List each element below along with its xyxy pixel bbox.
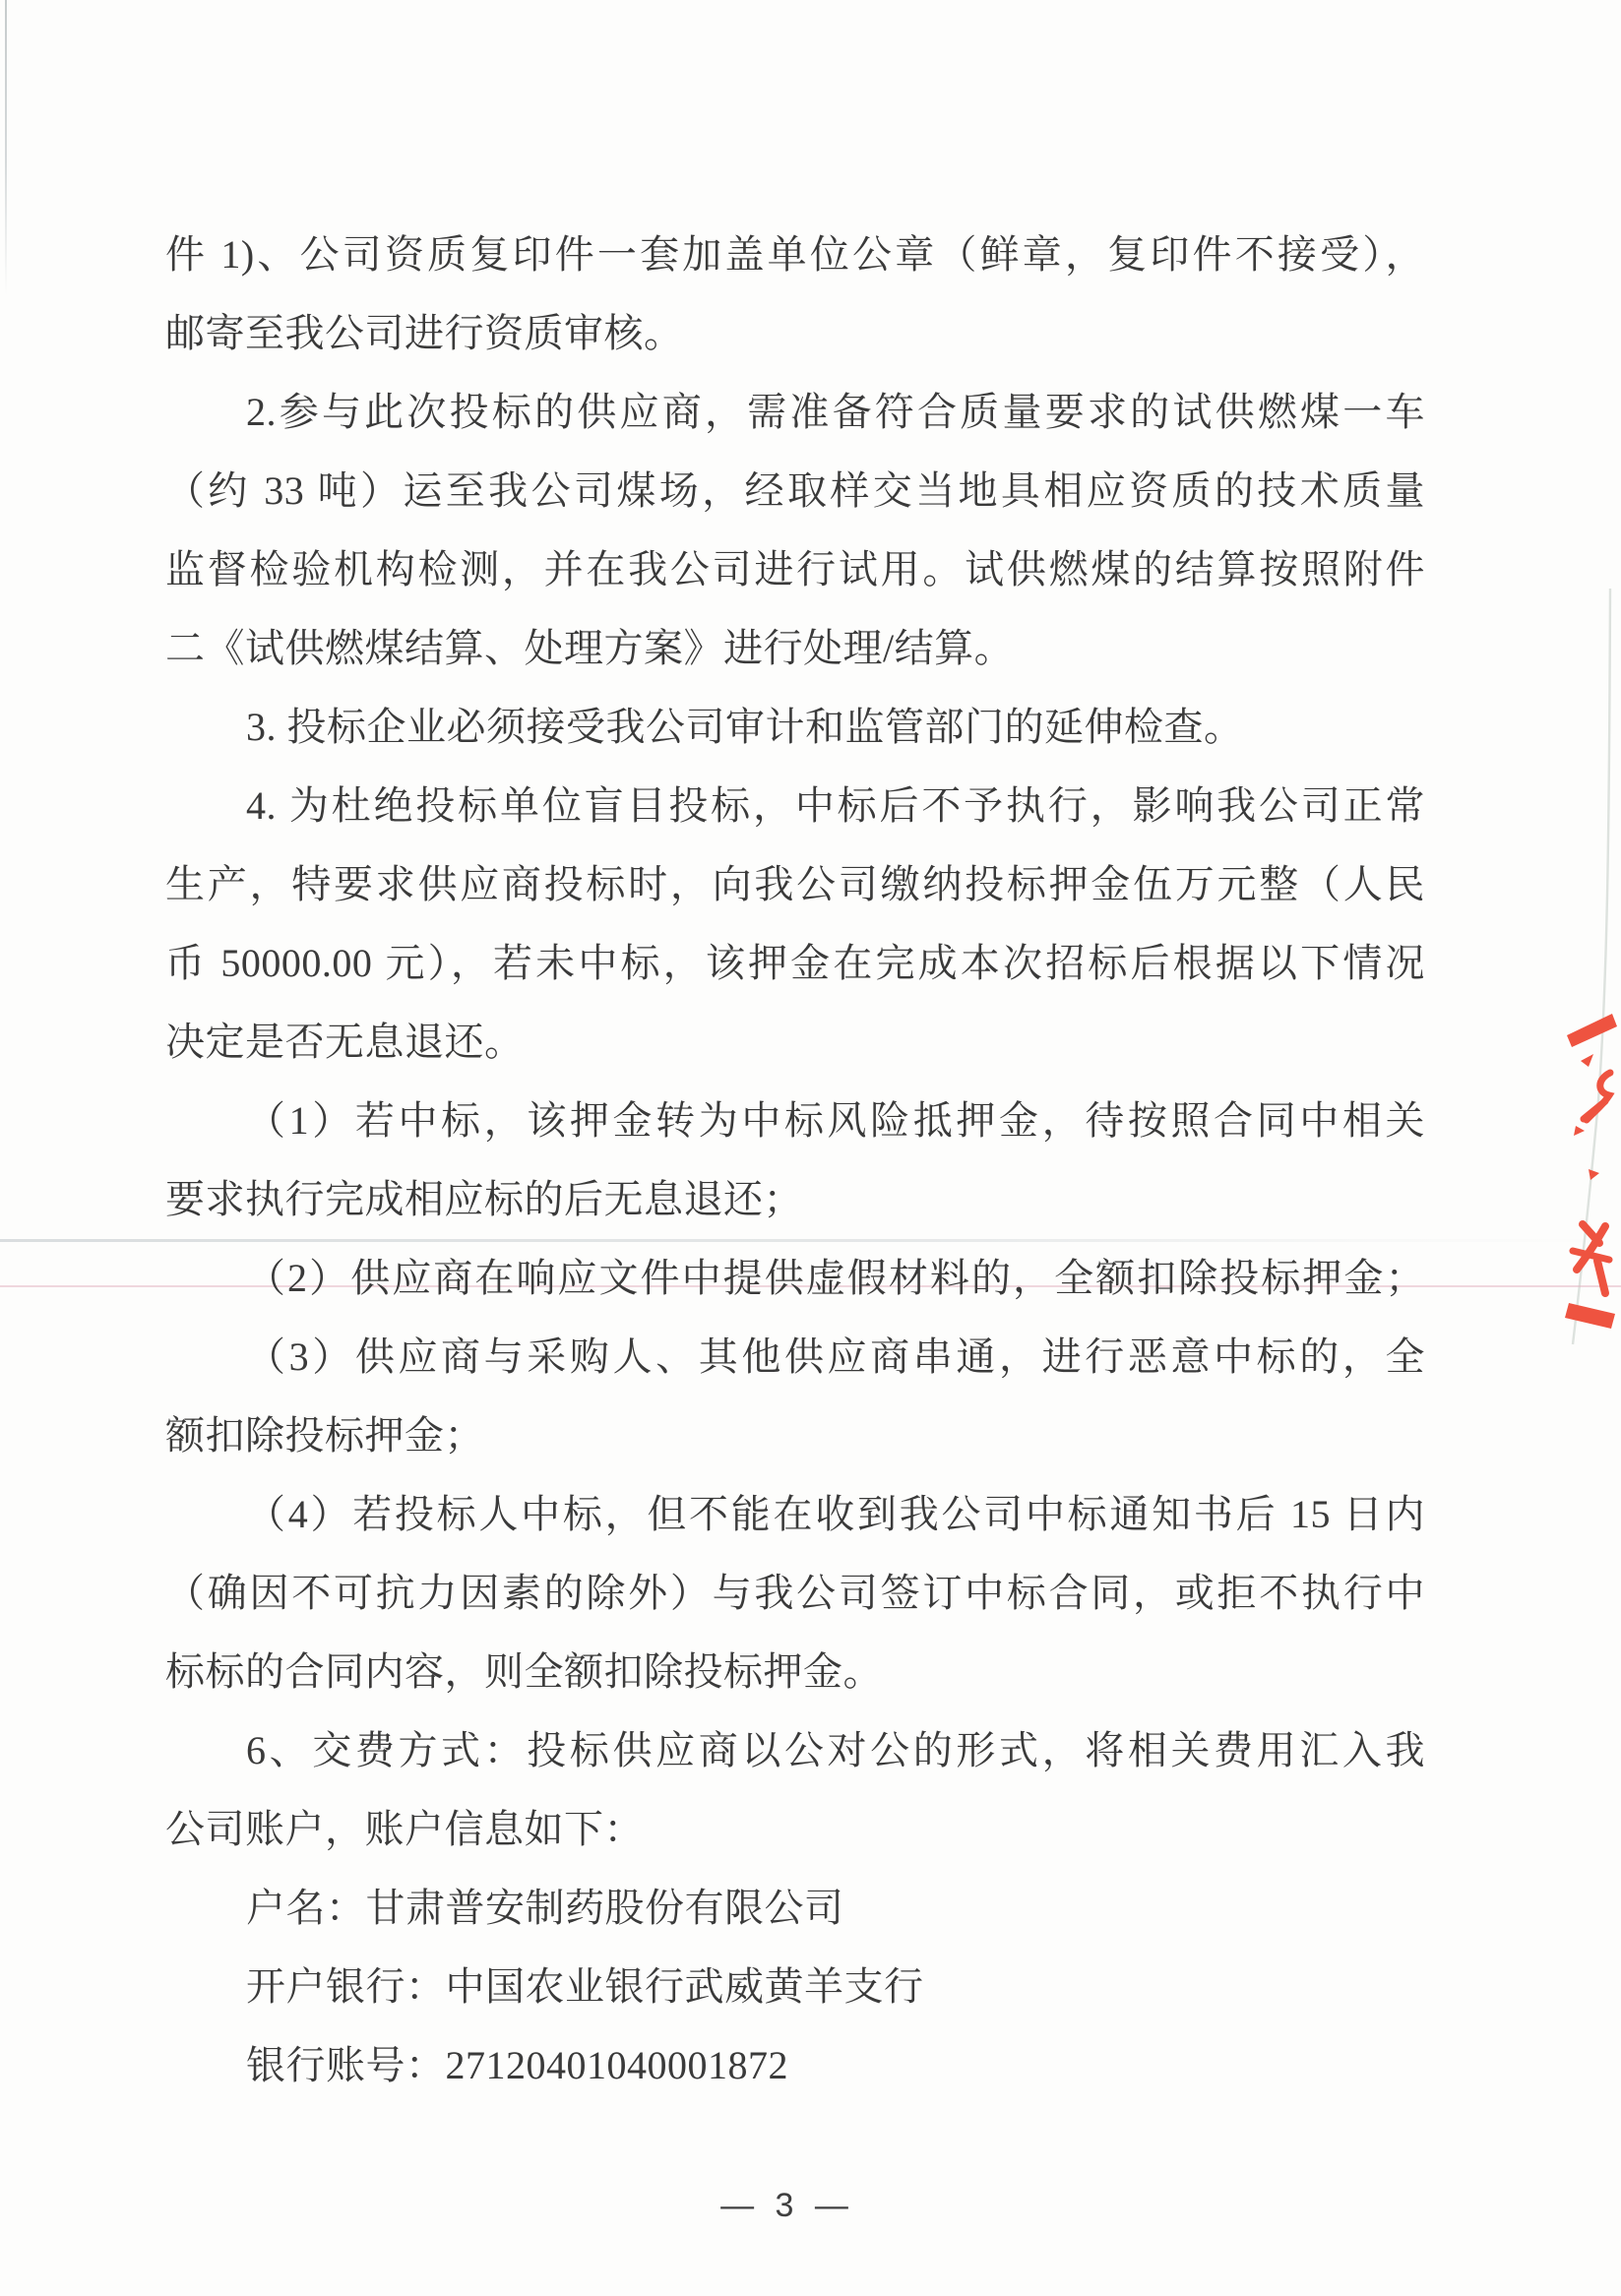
- text-line: 生产，特要求供应商投标时，向我公司缴纳投标押金伍万元整（人民: [165, 862, 1425, 906]
- text-line: 2.参与此次投标的供应商，需准备符合质量要求的试供燃煤一车: [246, 390, 1425, 434]
- text-line: （1）若中标，该押金转为中标风险抵押金，待按照合同中相关: [246, 1098, 1425, 1143]
- text-line: 件 1)、公司资质复印件一套加盖单位公章（鲜章，复印件不接受），: [165, 232, 1425, 277]
- text-line: 公司账户，账户信息如下：: [165, 1807, 644, 1851]
- text-block: [165, 216, 1425, 2105]
- text-line: （确因不可抗力因素的除外）与我公司签订中标合同，或拒不执行中: [165, 1571, 1425, 1615]
- text-line: 3. 投标企业必须接受我公司审计和监管部门的延伸检查。: [246, 705, 1244, 749]
- text-line: 监督检验机构检测，并在我公司进行试用。试供燃煤的结算按照附件: [165, 547, 1425, 591]
- text-line: 标标的合同内容，则全额扣除投标押金。: [165, 1649, 883, 1694]
- text-line: 二《试供燃煤结算、处理方案》进行处理/结算。: [165, 626, 1015, 670]
- text-line: 银行账号：27120401040001872: [246, 2043, 788, 2087]
- text-line: 户名：甘肃普安制药股份有限公司: [246, 1886, 844, 1930]
- page-number: — 3 —: [720, 2187, 854, 2224]
- text-line: 额扣除投标押金；: [165, 1413, 484, 1458]
- text-line: （3）供应商与采购人、其他供应商串通，进行恶意中标的，全: [246, 1334, 1425, 1379]
- scan-edge-line-left: [5, 0, 7, 295]
- text-line: 币 50000.00 元），若未中标，该押金在完成本次招标后根据以下情况: [165, 941, 1425, 985]
- text-line: 邮寄至我公司进行资质审核。: [165, 311, 684, 355]
- text-line: 决定是否无息退还。: [165, 1020, 525, 1064]
- text-line: （2）供应商在响应文件中提供虚假材料的，全额扣除投标押金；: [246, 1256, 1425, 1300]
- text-line: 6、交费方式：投标供应商以公对公的形式，将相关费用汇入我: [246, 1728, 1425, 1772]
- text-line: （4）若投标人中标，但不能在收到我公司中标通知书后 15 日内: [246, 1492, 1425, 1536]
- text-line: 4. 为杜绝投标单位盲目投标，中标后不予执行，影响我公司正常: [246, 783, 1425, 828]
- text-line: （约 33 吨）运至我公司煤场，经取样交当地具相应资质的技术质量: [165, 468, 1425, 513]
- text-line: 开户银行：中国农业银行武威黄羊支行: [246, 1964, 924, 2009]
- red-stamp-fragment: [1553, 1002, 1621, 1336]
- text-line: 要求执行完成相应标的后无息退还；: [165, 1177, 803, 1221]
